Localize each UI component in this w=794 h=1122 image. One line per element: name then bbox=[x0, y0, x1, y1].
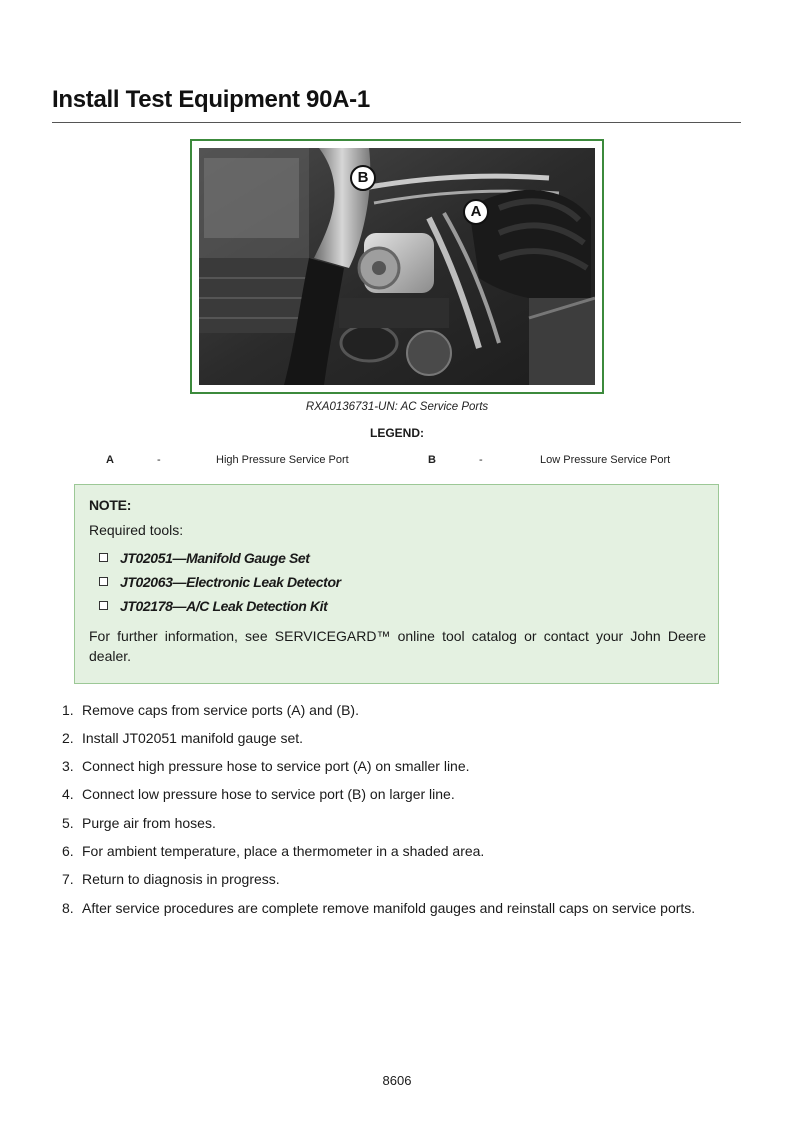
step-text: Purge air from hoses. bbox=[82, 815, 216, 831]
step-number: 8. bbox=[62, 900, 74, 916]
step-text: Return to diagnosis in progress. bbox=[82, 871, 280, 887]
legend-dash-b: - bbox=[479, 454, 483, 466]
tool-label: JT02178—A/C Leak Detection Kit bbox=[120, 598, 328, 614]
step-number: 3. bbox=[62, 758, 74, 774]
tool-item bbox=[99, 598, 327, 614]
tool-label: JT02063—Electronic Leak Detector bbox=[120, 574, 341, 590]
step-item bbox=[62, 815, 216, 831]
page-number: 8606 bbox=[382, 1073, 412, 1088]
step-item bbox=[62, 871, 280, 887]
page-title: Install Test Equipment 90A-1 bbox=[52, 86, 370, 113]
step-number: 4. bbox=[62, 786, 74, 802]
legend-label-b: Low Pressure Service Port bbox=[540, 454, 671, 466]
note-required-tools: Required tools: bbox=[89, 522, 184, 538]
legend-dash-a: - bbox=[157, 454, 161, 466]
callout-b: B bbox=[350, 165, 376, 191]
step-text: After service procedures are complete remove manifold gauges and reinstall caps on service ports. bbox=[82, 900, 696, 916]
figure-caption: RXA0136731-UN: AC Service Ports bbox=[305, 401, 489, 413]
step-item bbox=[62, 786, 455, 802]
step-item bbox=[62, 758, 470, 774]
checkbox-icon bbox=[99, 577, 108, 586]
note-info: For further information, see SERVICEGARD™ online tool catalog or contact your John Deere dealer. bbox=[89, 628, 706, 664]
legend-key-a: A bbox=[106, 454, 114, 466]
step-number: 7. bbox=[62, 871, 74, 887]
ac-service-ports-photo bbox=[199, 148, 595, 385]
tool-label: JT02051—Manifold Gauge Set bbox=[120, 550, 310, 566]
title-divider bbox=[52, 122, 741, 123]
callout-a: A bbox=[463, 199, 489, 225]
step-item bbox=[62, 843, 484, 859]
step-number: 6. bbox=[62, 843, 74, 859]
step-item bbox=[62, 900, 695, 916]
legend-label-a: High Pressure Service Port bbox=[216, 454, 349, 466]
step-text: Connect low pressure hose to service port (B) on larger line. bbox=[82, 786, 455, 802]
note-box bbox=[74, 484, 719, 684]
checkbox-icon bbox=[99, 553, 108, 562]
figure-frame bbox=[190, 139, 604, 394]
step-number: 5. bbox=[62, 815, 74, 831]
checkbox-icon bbox=[99, 601, 108, 610]
step-text: For ambient temperature, place a thermometer in a shaded area. bbox=[82, 843, 485, 859]
step-text: Connect high pressure hose to service port (A) on smaller line. bbox=[82, 758, 470, 774]
step-number: 1. bbox=[62, 702, 74, 718]
step-item bbox=[62, 730, 303, 746]
step-text: Install JT02051 manifold gauge set. bbox=[82, 730, 304, 746]
legend-title: LEGEND: bbox=[370, 426, 424, 440]
tool-item bbox=[99, 574, 341, 590]
step-number: 2. bbox=[62, 730, 74, 746]
tool-item bbox=[99, 550, 310, 566]
step-item bbox=[62, 702, 359, 718]
note-heading: NOTE: bbox=[89, 497, 132, 513]
step-text: Remove caps from service ports (A) and (B). bbox=[82, 702, 359, 718]
legend-key-b: B bbox=[428, 454, 436, 466]
